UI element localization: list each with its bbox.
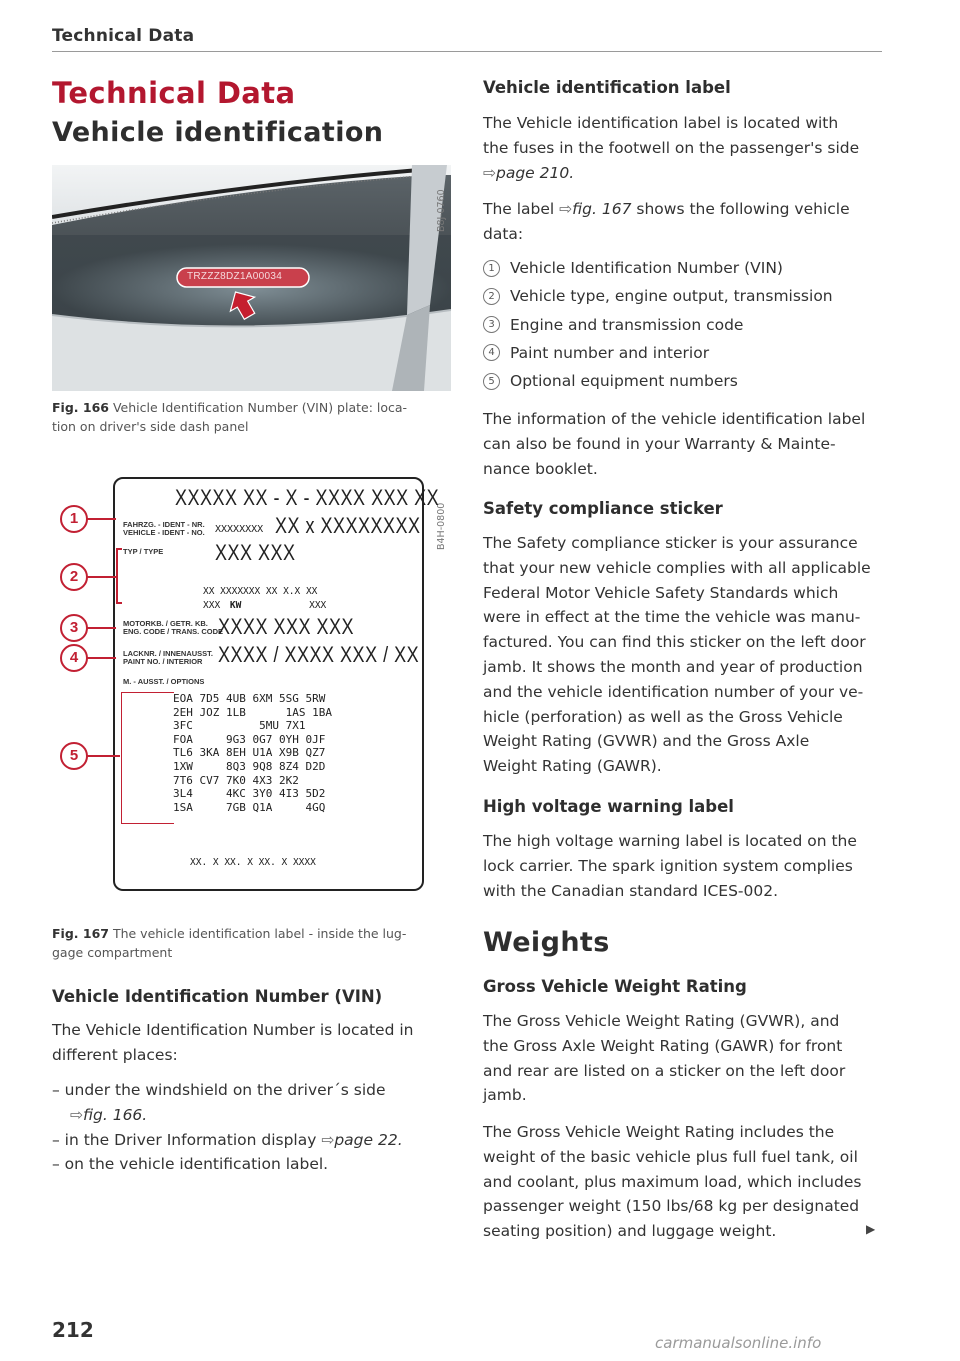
gvwr2-line: passenger weight (150 lbs/68 kg per designated [483,1197,860,1216]
watermark: carmanualsonline.info [655,1334,822,1352]
gvwr-paragraph-2 [483,1120,861,1244]
option-line: 3FC 5MU 7X1 [173,719,306,733]
safety-line: and the vehicle identification number of your ve- [483,682,864,701]
xref-arrow: ⇨ [321,1130,335,1149]
callout-2: 2 [60,563,88,591]
xref-page-22[interactable]: page 22. [334,1130,403,1149]
figure-166-id: B8J-0760 [436,189,447,232]
label-line-b-post: XXX [309,600,327,611]
label-para-3 [483,407,865,481]
label-data-item [483,287,833,305]
label-typ-big: XXX XXX [215,540,296,565]
vehicle-id-label-card [113,477,440,891]
safety-line: Weight Rating (GAWR). [483,757,662,776]
gvwr2-line: and coolant, plus maximum load, which includes [483,1172,862,1191]
label-footer: XX. X XX. X XX. X XXXX [190,857,316,868]
running-header: Technical Data [52,26,195,46]
label-line-b-kw: KW [229,600,242,611]
label-line-a: XX XXXXXXX XX X.X XX [203,586,318,597]
item-text: Optional equipment numbers [510,372,738,391]
label-para-1-line1: The Vehicle identification label is located with [483,114,839,132]
item-number-circle: 3 [483,316,500,333]
vin-bullet-1: – under the windshield on the driver´s side [52,1081,386,1099]
figure-167-caption-line2: gage compartment [52,945,173,960]
callout-1: 1 [60,505,88,533]
safety-paragraph [483,531,871,779]
figure-167-caption-line1: The vehicle identification label - inside the lug- [112,926,407,941]
label-data-item [483,372,738,390]
gvwr2-line: seating position) and luggage weight. [483,1222,777,1241]
label-data-item [483,259,783,277]
vin-intro [52,1018,414,1068]
safety-line: The Safety compliance sticker is your assurance [483,534,858,552]
gvwr2-line: The Gross Vehicle Weight Rating includes the [483,1123,835,1141]
gvwr1-line: and rear are listed on a sticker on the left door [483,1061,846,1080]
label-line-b-pre: XXX [203,600,221,611]
vin-bullet-3: – on the vehicle identification label. [52,1155,329,1174]
hv-line: lock carrier. The spark ignition system complies [483,856,853,875]
gvwr1-line: jamb. [483,1086,527,1105]
safety-line: hicle (perforation) as well as the Gross Vehicle [483,707,843,726]
label-para-3-line1: The information of the vehicle identification label [483,410,866,428]
label-motor [123,620,223,636]
callout-3: 3 [60,614,88,642]
page-number: 212 [52,1318,94,1342]
label-line-b [203,600,326,611]
safety-line: factured. You can find this sticker on the left door [483,633,866,652]
label-para-2-line2: data: [483,224,524,243]
continue-arrow-icon: ▶ [866,1222,876,1236]
label-lack-big: XXXX / XXXX XXX / XX [218,642,420,667]
option-line: 2EH JOZ 1LB 1AS 1BA [173,705,332,719]
safety-line: Federal Motor Vehicle Safety Standards which [483,583,839,602]
figure-166-caption-num: Fig. 166 [52,400,109,415]
label-typ: TYP / TYPE [123,547,164,556]
weights-title: Weights [483,927,610,958]
option-line: 1XW 8Q3 9Q8 8Z4 D2D [173,759,326,773]
figure-166-caption-line1: Vehicle Identification Number (VIN) plate: loca- [112,400,408,415]
label-para-2 [483,197,850,247]
xref-arrow: ⇨ [483,163,496,182]
safety-line: that your new vehicle complies with all applicable [483,558,871,577]
gvwr1-line: the Gross Axle Weight Rating (GAWR) for front [483,1036,843,1055]
options-bracket [121,692,174,824]
figure-166-caption [52,398,407,436]
hv-heading: High voltage warning label [483,797,734,816]
figure-167-caption [52,924,406,962]
label-row-top: XXXXX XX - X - XXXX XXX XX [175,485,440,510]
option-line: TL6 3KA 8EH U1A X9B QZ7 [173,746,326,760]
label-options-header: M. - AUSST. / OPTIONS [123,677,205,686]
vin-bullet-list [52,1078,403,1177]
label-heading: Vehicle identification label [483,78,731,97]
label-para-3-line2: can also be found in your Warranty & Mainte- [483,434,836,453]
callout-4: 4 [60,644,88,672]
xref-fig-166[interactable]: fig. 166. [83,1105,148,1124]
item-text: Paint number and interior [510,343,710,362]
option-line: 1SA 7GB Q1A 4GQ [173,800,326,814]
option-line: 7T6 CV7 7K0 4X3 2K2 [173,773,299,787]
xref-arrow: ⇨ [70,1105,83,1124]
hv-line: The high voltage warning label is located on the [483,832,857,850]
hv-paragraph [483,829,857,903]
label-para-3-line3: nance booklet. [483,459,598,478]
label-para-1-line2: the fuses in the footwell on the passenger's side [483,138,860,157]
callout-5: 5 [60,742,88,770]
gvwr-paragraph-1 [483,1009,845,1108]
option-line: EOA 7D5 4UB 6XM 5SG 5RW [173,692,326,705]
item-number-circle: 5 [483,373,500,390]
section-title: Vehicle identification [52,117,384,148]
label-lack [123,650,213,666]
label-para-1 [483,111,859,185]
gvwr-heading: Gross Vehicle Weight Rating [483,977,747,996]
chapter-title: Technical Data [52,76,296,110]
safety-line: Weight Rating (GVWR) and the Gross Axle [483,732,810,751]
option-line: FOA 9G3 0G7 0YH 0JF [173,732,326,746]
header-rule [52,51,882,52]
item-number-circle: 2 [483,288,500,305]
label-lack-2: PAINT NO. / INTERIOR [123,657,203,666]
vin-intro-line1: The Vehicle Identification Number is located in [52,1021,414,1039]
label-lack-1: LACKNR. / INNENAUSST. [123,649,214,658]
item-text: Engine and transmission code [510,315,744,334]
label-motor-1: MOTORKB. / GETR. KB. [123,619,208,628]
label-vin-big: XX x XXXXXXXX [275,513,421,538]
figure-166 [52,165,451,391]
hv-line: with the Canadian standard ICES-002. [483,881,779,900]
safety-heading: Safety compliance sticker [483,499,723,518]
vin-heading: Vehicle Identification Number (VIN) [52,987,383,1006]
label-fahrzg-2: VEHICLE - IDENT - NO. [123,528,205,537]
label-fahrzg-1: FAHRZG. - IDENT - NR. [123,520,205,529]
label-data-item [483,316,743,334]
label-motor-big: XXXX XXX XXX [218,614,355,639]
label-motor-2: ENG. CODE / TRANS. CODE [123,627,224,636]
item-number-circle: 4 [483,344,500,361]
xref-fig-167[interactable]: fig. 167 [572,200,632,218]
vin-intro-line2: different places: [52,1045,178,1064]
figure-167-caption-num: Fig. 167 [52,926,109,941]
item-number-circle: 1 [483,260,500,277]
option-line: 3L4 4KC 3Y0 4I3 5D2 [173,787,326,801]
gvwr1-line: The Gross Vehicle Weight Rating (GVWR), and [483,1012,840,1030]
label-data-item [483,344,709,362]
item-text: Vehicle Identification Number (VIN) [510,259,783,277]
label-para-2-post: shows the following vehicle [631,200,850,218]
plate-text: TRZZZ8DZ1A00034 [187,271,283,282]
vin-bullet-2: – in the Driver Information display [52,1130,322,1149]
options-list [173,692,332,814]
label-para-2-pre: The label [483,200,560,218]
label-vin-small: XXXXXXXX [215,524,264,535]
xref-arrow: ⇨ [559,200,573,218]
safety-line: were in effect at the time the vehicle was manu- [483,608,861,627]
figure-167-id: B4H-0800 [436,502,447,550]
label-fahrzg [123,521,205,537]
safety-line: jamb. It shows the month and year of production [483,657,863,676]
xref-page-210[interactable]: page 210. [496,163,575,182]
item-text: Vehicle type, engine output, transmission [510,287,833,306]
figure-166-caption-line2: tion on driver's side dash panel [52,419,249,434]
gvwr2-line: weight of the basic vehicle plus full fuel tank, oil [483,1147,858,1166]
